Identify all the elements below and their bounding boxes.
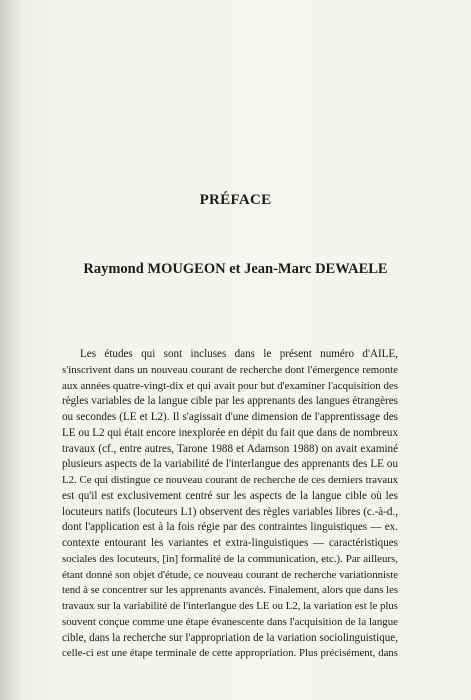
body-line: est qu'il est exclusivement centré sur les aspects de la langue cible où les bbox=[62, 489, 398, 502]
body-line: aux années quatre-vingt-dix et qui avait pour but d'examiner l'acquisition des bbox=[62, 379, 398, 392]
body-line: travaux sur la variabilité de l'interlangue des LE ou L2, la variation est le plus bbox=[62, 600, 398, 612]
page-title: PRÉFACE bbox=[199, 192, 272, 208]
author-line: Raymond MOUGEON et Jean-Marc DEWAELE bbox=[83, 261, 388, 277]
body-line: tend à se concentrer sur les apprenants avancés. Finalement, alors que dans les bbox=[62, 584, 398, 597]
page-spine-shadow bbox=[0, 0, 22, 700]
body-line: LE ou L2 qui était encore inexplorée en dépit du fait que dans de nombreux bbox=[62, 426, 398, 439]
body-line: étant donné son objet d'étude, ce nouveau courant de recherche variationniste bbox=[62, 568, 398, 581]
body-line: cible, dans la recherche sur l'appropriation de la variation sociolinguistique, bbox=[62, 631, 398, 644]
body-line: locuteurs natifs (locuteurs L1) observent des règles variables libres (c.-à-d., bbox=[62, 505, 398, 518]
body-line: Les études qui sont incluses dans le présent numéro d'AILE, bbox=[80, 348, 398, 360]
body-line: contexte entourant les variantes et extra-linguistiques — caractéristiques bbox=[62, 537, 398, 549]
body-line: sociales des locuteurs, [in] formalité de la communication, etc.). Par ailleurs, bbox=[62, 552, 398, 565]
body-line: plusieurs aspects de la variabilité de l'interlangue des apprenants des LE ou bbox=[62, 458, 398, 471]
body-line: souvent conçue comme une étape évanescente dans l'acquisition de la langue bbox=[62, 615, 398, 628]
body-line: s'inscrivent dans un nouveau courant de recherche dont l'émergence remonte bbox=[62, 363, 398, 376]
body-line: celle-ci est une étape terminale de cette appropriation. Plus précisément, dans bbox=[62, 647, 398, 660]
body-line: travaux (cf., entre autres, Tarone 1988 et Adamson 1988) on avait examiné bbox=[62, 442, 398, 455]
body-line: ou secondes (LE et L2). Il s'agissait d'une dimension de l'apprentissage des bbox=[62, 411, 398, 423]
body-line: dont l'application est à la fois régie par des contraintes linguistiques — ex. bbox=[62, 521, 398, 534]
body-paragraph bbox=[62, 347, 398, 662]
body-line: règles variables de la langue cible par les apprenants des langues étrangères bbox=[62, 395, 398, 408]
body-line: L2. Ce qui distingue ce nouveau courant de recherche de ces derniers travaux bbox=[62, 474, 398, 486]
